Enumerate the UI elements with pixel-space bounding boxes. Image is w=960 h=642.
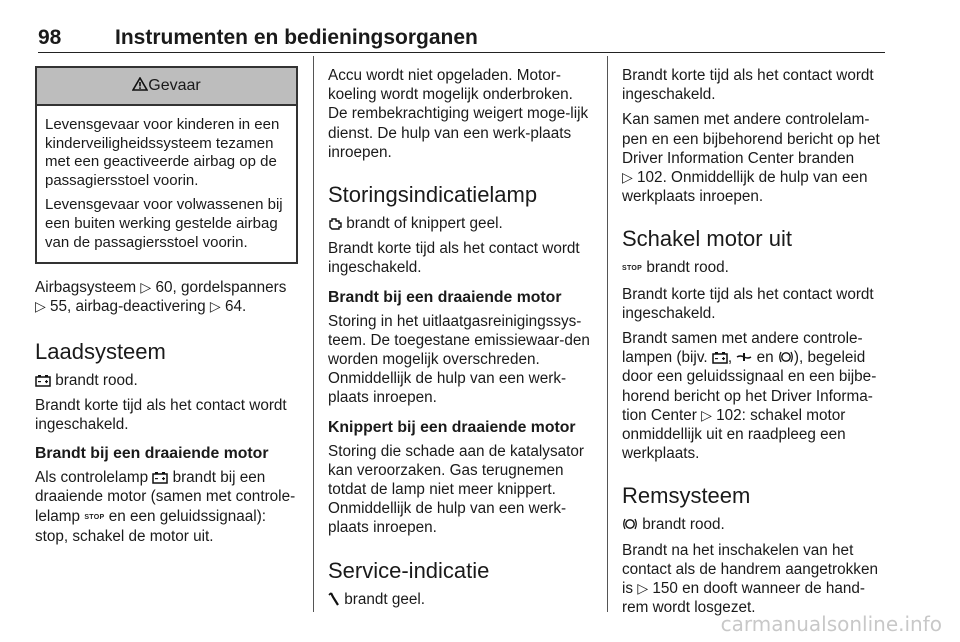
column-divider-2	[607, 56, 608, 612]
wrench-icon	[328, 592, 340, 606]
storing-heading: Storingsindicatielamp	[328, 182, 538, 208]
column-1	[35, 66, 298, 552]
rem-text: Brandt na het inschakelen van het contact als de handrem aangetrokken is ▷ 150 en dooft wanneer de hand-rem wordt losgezet.	[622, 541, 878, 617]
page-ref-arrow-icon: ▷	[209, 298, 221, 315]
laadsysteem-subheading: Brandt bij een draaiende motor	[35, 445, 269, 463]
battery-icon	[712, 351, 728, 364]
storing-detail-1: Storing in het uitlaatgasreinigingssys-teem. De toegestane emissiewaar-den worden mogelijk overschreden. Onmiddellijk de hulp van een werk-plaats inroepen.	[328, 312, 590, 407]
storing-status: brandt of knippert geel.	[328, 214, 592, 233]
laadsysteem-detail: Als controlelamp brandt bij een draaiende motor (samen met controle-lelamp STOP en een geluidssignaal): stop, schakel de motor uit.	[35, 469, 296, 545]
page-ref-arrow-icon: ▷	[622, 169, 633, 186]
storing-detail-2: Storing die schade aan de katalysator kan veroorzaken. Gas terugnemen totdat de lamp niet meer knippert. Onmiddellijk de hulp van een werk-plaats inroepen.	[328, 442, 584, 537]
warning-text-2: Levensgevaar voor volwassenen bij een buiten werking gestelde airbag van de passagiersstoel voorin.	[45, 196, 283, 251]
service-text-1: Brandt korte tijd als het contact wordt ingeschakeld.	[622, 67, 874, 104]
engine-icon	[328, 217, 342, 230]
schakel-heading: Schakel motor uit	[622, 226, 792, 252]
brake-icon	[778, 350, 794, 364]
laadsysteem-text: Brandt korte tijd als het contact wordt ingeschakeld.	[35, 396, 287, 433]
column-2	[328, 66, 592, 615]
warning-box	[35, 66, 298, 264]
service-text-2: Kan samen met andere controlelam-pen en een bijbehorend bericht op het Driver Information Center branden ▷ 102. Onmiddellijk de hulp van een werkplaats inroepen.	[622, 111, 880, 206]
rem-heading: Remsysteem	[622, 483, 751, 509]
stop-icon: STOP	[84, 513, 105, 521]
column-3	[622, 66, 887, 623]
storing-text: Brandt korte tijd als het contact wordt ingeschakeld.	[328, 240, 580, 277]
page-header	[38, 26, 885, 52]
accu-text: Accu wordt niet opgeladen. Motor-koeling wordt mogelijk onderbroken. De rembekrachtiging weigert moge-lijk dienst. De hulp van een werk-plaats inroepen.	[328, 67, 589, 161]
page-number: 98	[38, 26, 62, 49]
page-ref-arrow-icon: ▷	[701, 406, 712, 423]
schakel-detail: Brandt samen met andere controle-lampen (bijv. , en ), begeleid door een geluidssignaal en een bijbe-horend bericht op het Driver Informa-tion Center ▷ 102: schakel motor onmiddellijk uit en raadpleeg een werkplaats.	[622, 330, 877, 463]
warning-text-1: Levensgevaar voor kinderen in een kinderveiligheidssysteem tezamen met een geactiveerde airbag op de passagiersstoel voorin.	[45, 116, 280, 189]
warning-body	[37, 106, 296, 262]
warning-header	[37, 68, 296, 106]
column-divider-1	[313, 56, 314, 612]
storing-subheading-2: Knippert bij een draaiende motor	[328, 418, 576, 436]
watermark: carmanualsonline.info	[720, 612, 942, 636]
battery-icon	[152, 471, 168, 484]
coolant-temperature-icon	[736, 352, 752, 364]
page-ref-arrow-icon: ▷	[140, 279, 152, 296]
schakel-status: STOP brandt rood.	[622, 259, 729, 277]
storing-subheading-1: Brandt bij een draaiende motor	[328, 288, 562, 306]
rem-status: brandt rood.	[622, 515, 887, 534]
schakel-text: Brandt korte tijd als het contact wordt ingeschakeld.	[622, 285, 874, 322]
laadsysteem-status: brandt rood.	[35, 371, 298, 390]
stop-icon: STOP	[622, 265, 643, 273]
page-title: Instrumenten en bedieningsorganen	[115, 26, 478, 49]
laadsysteem-heading: Laadsysteem	[35, 338, 166, 364]
warning-title: Gevaar	[148, 77, 201, 94]
page-ref-arrow-icon: ▷	[35, 298, 46, 315]
page-ref-arrow-icon: ▷	[637, 580, 649, 597]
airbag-references: Airbagsysteem ▷ 60, gordelspanners ▷ 55, airbag-deactivering ▷ 64.	[35, 279, 287, 316]
brake-icon	[622, 517, 638, 531]
warning-triangle-icon	[132, 77, 148, 91]
header-divider	[38, 52, 885, 53]
service-heading: Service-indicatie	[328, 557, 490, 583]
battery-icon	[35, 374, 51, 387]
service-status: brandt geel.	[328, 590, 592, 609]
